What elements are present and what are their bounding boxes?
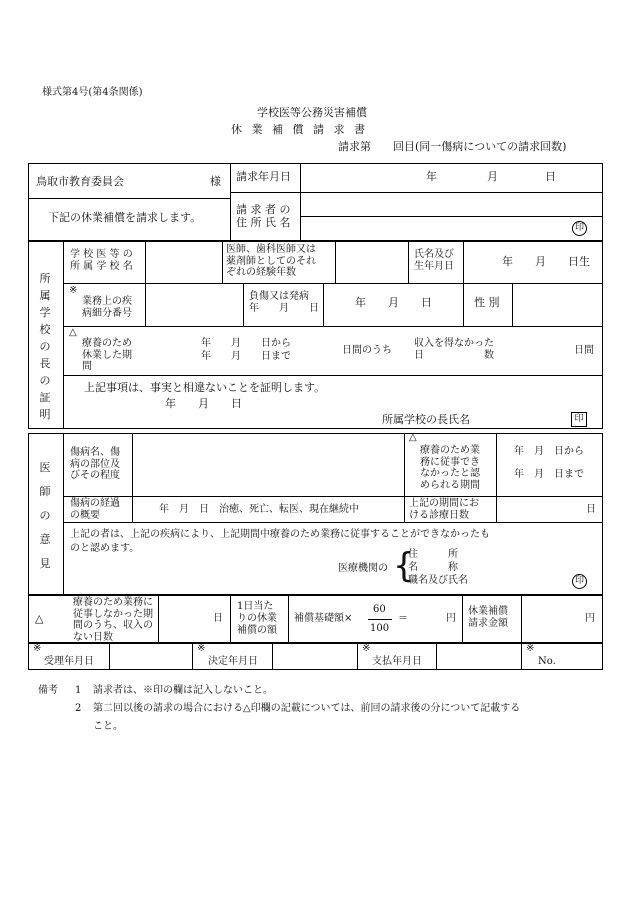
note-2-text: 第二回以後の請求の場合における△印欄の記載については、前回の請求後の分について記載する: [93, 703, 521, 714]
decided-kome: ※: [197, 643, 206, 654]
institution-label: 医療機関の: [338, 563, 388, 574]
certify-date: 年 月 日: [165, 397, 242, 410]
claim-date-year: 年: [426, 170, 437, 183]
number-label: No.: [538, 656, 556, 667]
note-2-text-cont: こと。: [93, 721, 123, 732]
daily-amount-yen: 円: [446, 613, 456, 624]
claim-amount-label: 休業補償 請求金額: [468, 606, 508, 629]
unable-period-label: 療養のため業 務に従事でき なかったと認 められる期間: [420, 445, 480, 491]
form-subtitle: 学校医等公務災害補償: [257, 106, 367, 119]
principal-name-label: 所属学校の長氏名: [382, 413, 470, 426]
no-income-days-label: 療養のため業務に 従事しなかった期 間のうち、収入の ない日数: [73, 597, 153, 643]
unable-from: 年 月 日から: [514, 446, 584, 457]
amount-triangle-mark: △: [35, 612, 44, 625]
form-title: 休 業 補 償 請 求 書: [231, 123, 368, 136]
equals-sign: ＝: [398, 613, 408, 624]
disease-label: 傷病名、傷 病の部位及 びその程度: [70, 447, 120, 481]
note-2-number: 2: [75, 703, 82, 714]
absence-to: 年 月 日まで: [201, 351, 291, 362]
injury-date-label: 負傷又は発病 年 月 日: [249, 291, 319, 314]
detail-number-label: 業務上の疾 病細分番号: [82, 296, 132, 319]
birth-date-value: 年 月 日生: [502, 255, 590, 268]
note-1-text: 請求者は、※印の欄は記入しないこと。: [93, 685, 273, 696]
principal-seal: 印: [571, 412, 587, 427]
claimant-seal: 印: [572, 221, 587, 236]
claim-date-label: 請求年月日: [236, 170, 291, 183]
claim-date-month: 月: [487, 170, 498, 183]
unable-to: 年 月 日まで: [514, 469, 584, 480]
doctor-side-label: 医師の意見: [39, 461, 51, 570]
received-date-label: 受理年月日: [44, 656, 94, 667]
no-income-days-unit: 日: [213, 613, 223, 624]
claimant-label: 請 求 者 の 住 所 氏 名: [236, 203, 291, 229]
name-birth-label: 氏名及び 生年月日: [414, 249, 454, 272]
doctor-position-label: 職名及び氏名: [408, 575, 468, 586]
injury-date-value: 年 月 日: [355, 296, 432, 309]
no-income-days-label: 収入を得なかった 日 数: [414, 338, 494, 361]
claim-amount-yen: 円: [585, 613, 595, 624]
institution-address-label: 住 所: [408, 549, 458, 560]
claim-date-day: 日: [545, 170, 556, 183]
fraction-numerator: 60: [373, 604, 386, 615]
daily-compensation-label: 1日当た りの休業 補償の額: [237, 601, 277, 636]
addressee-honorific: 様: [210, 175, 221, 188]
paid-kome: ※: [362, 643, 371, 654]
form-number: 様式第4号(第4条関係): [42, 87, 143, 98]
doctor-triangle-mark: △: [409, 432, 417, 443]
triangle-mark: △: [69, 327, 77, 338]
absence-period-label: 療養のため 休業した期 間: [82, 338, 132, 372]
school-name-label: 学 校 医 等 の 所 属 学 校 名: [70, 249, 133, 272]
institution-name-label: 名 称: [408, 562, 458, 573]
fraction-denominator: 100: [370, 623, 390, 634]
course-value: 年 月 日 治癒、死亡、転医、現在継続中: [159, 504, 359, 515]
treatment-days-unit: 日: [586, 504, 596, 515]
principal-side-label: 所属学校の長の証明: [39, 272, 51, 421]
decided-date-label: 決定年月日: [208, 656, 258, 667]
office-use-section: [28, 643, 603, 670]
number-kome: ※: [526, 643, 535, 654]
among-days: 日間のうち: [342, 345, 392, 356]
opinion-text: 上記の者は、上記の疾病により、上記期間中療養のため業務に従事することができなかったも のと認めます。: [70, 529, 490, 554]
request-text: 下記の休業補償を請求します。: [48, 211, 202, 224]
addressee: 鳥取市教育委員会: [36, 175, 124, 188]
doctor-seal: 印: [572, 574, 587, 589]
claim-count: 請求第 回目(同一傷病についての請求回数): [338, 140, 567, 153]
base-amount-label: 補償基礎額×: [294, 613, 353, 624]
kome-mark: ※: [69, 285, 78, 296]
brace-icon: {: [393, 546, 415, 586]
note-1-number: 1: [75, 685, 82, 696]
paid-date-label: 支払年月日: [372, 656, 422, 667]
notes-label: 備考: [38, 685, 58, 696]
sex-label: 性 別: [474, 296, 500, 309]
experience-label: 医師、歯科医師又は 薬剤師としてのそれ ぞれの経験年数: [226, 244, 316, 278]
received-kome: ※: [33, 643, 42, 654]
certify-text: 上記事項は、事実と相違ないことを証明します。: [84, 381, 326, 394]
absence-from: 年 月 日から: [201, 338, 291, 349]
treatment-days-label: 上記の期間にお ける診療日数: [409, 498, 479, 521]
course-label: 傷病の経過 の概要: [70, 498, 120, 521]
days-unit: 日間: [574, 345, 594, 356]
